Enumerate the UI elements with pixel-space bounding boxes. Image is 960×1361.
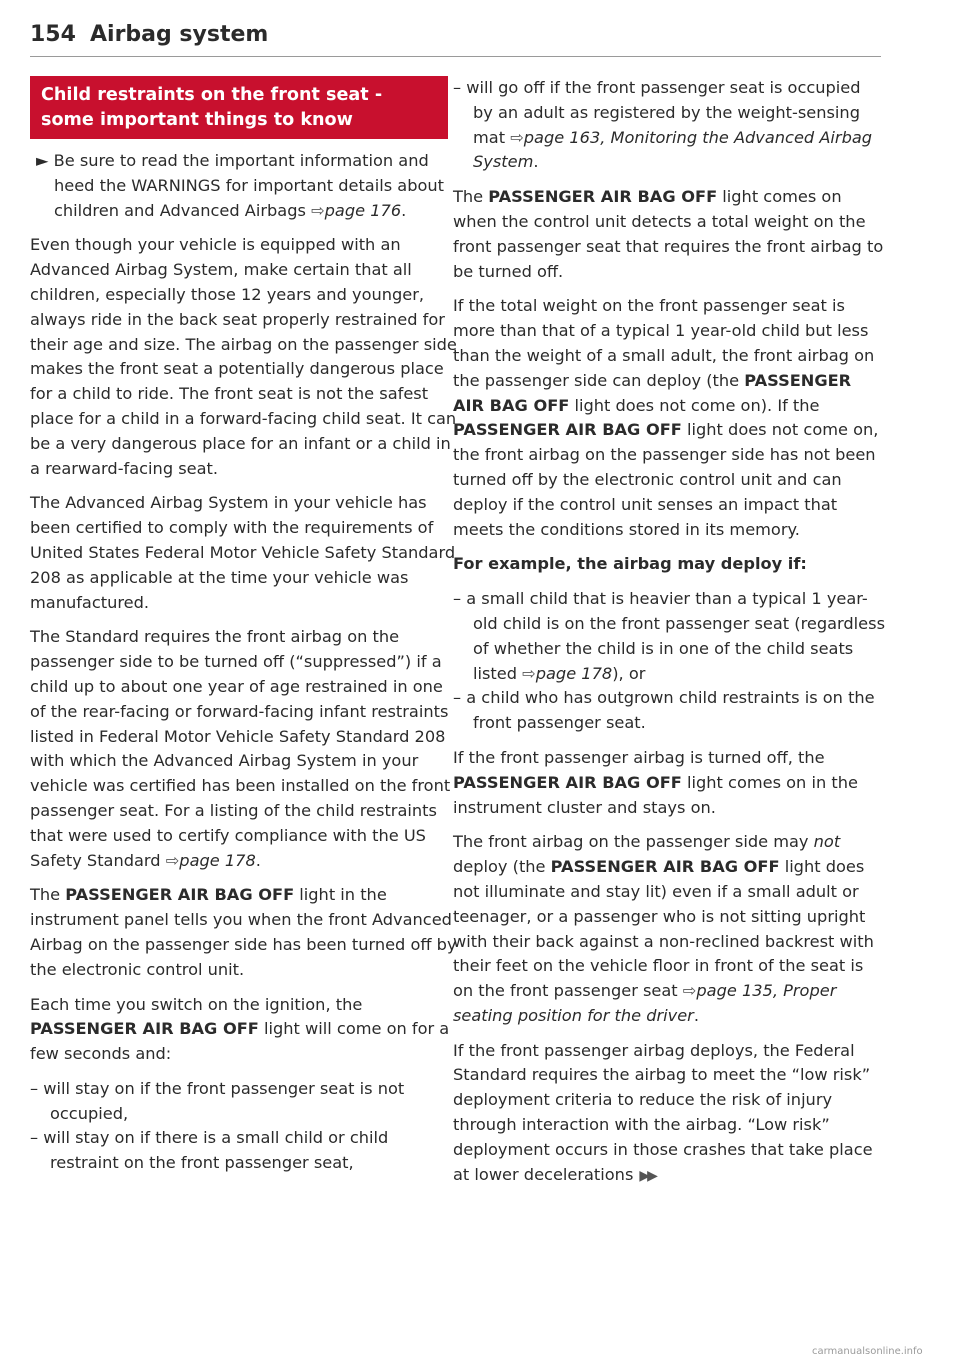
right-column [453, 76, 885, 1198]
paragraph: The PASSENGER AIR BAG OFF light comes on when the control unit detects a total weight on the front passenger seat that requires the front airbag to be turned off. [453, 187, 884, 281]
page-ref-arrow-icon: ⇨ [165, 850, 180, 870]
page-ref-link[interactable]: page 176 [324, 200, 402, 220]
page-ref-link[interactable]: page 178 [535, 663, 613, 683]
left-column [30, 76, 460, 1176]
indicator-label: PASSENGER AIR BAG OFF [453, 772, 682, 792]
indicator-label: PASSENGER AIR BAG OFF [65, 885, 295, 905]
indicator-label: PASSENGER AIR BAG OFF [550, 857, 780, 877]
paragraph: The Standard requires the front airbag on the passenger side to be turned off (“suppressed”) if a child up to about one year of age restrained in one of the rear-facing or forward-facing infant restraints listed in Federal Motor Vehicle Safety Standard 208 with which the Advanced Airbag System in your vehicle was certified has been installed on the front passenger seat. For a listing of the child restraints that were used to certify compliance with the US Safety Standard ⇨page 178. [30, 627, 451, 870]
paragraph: If the total weight on the front passenger seat is more than that of a typical 1 year-old child but less than the weight of a small adult, the front airbag on the passenger side can deploy (the PASSENGER AIR BAG OFF light does not come on). If the PASSENGER AIR BAG OFF light does not come on, the front airbag on the passenger side has not been turned off by the electronic control unit and can deploy if the control unit senses an impact that meets the conditions stored in its memory. [453, 296, 879, 539]
topic-banner: Child restraints on the front seat - some important things to know [30, 76, 448, 139]
paragraph: The front airbag on the passenger side may not deploy (the PASSENGER AIR BAG OFF light does not illuminate and stay lit) even if a small adult or teenager, or a passenger who is not sitting upright with their back against a non-reclined backrest with their feet on the vehicle floor in front of the seat is on the front passenger seat ⇨page 135, Proper seating position for the driver. [453, 832, 874, 1025]
page-ref-link[interactable]: page 163, Monitoring the Advanced Airbag System [473, 127, 873, 172]
indicator-label: PASSENGER AIR BAG OFF [453, 370, 852, 415]
indicator-label: PASSENGER AIR BAG OFF [453, 420, 682, 440]
page-ref-arrow-icon: ⇨ [311, 200, 325, 220]
list-item: – a child who has outgrown child restraints is on the front passenger seat. [453, 688, 875, 733]
continue-arrow-icon: ▶▶ [639, 1167, 655, 1184]
paragraph: The PASSENGER AIR BAG OFF light in the instrument panel tells you when the front Advanced Airbag on the passenger side has been turned off by the electronic control unit. [30, 885, 457, 979]
page-ref-arrow-icon: ⇨ [522, 663, 536, 683]
list-item: – a small child that is heavier than a typical 1 year-old child is on the front passenger seat (regardless of whether the child is in one of the child seats listed ⇨page 178), or [453, 589, 886, 683]
paragraph: Each time you switch on the ignition, the PASSENGER AIR BAG OFF light will come on for a few seconds and: [30, 994, 450, 1064]
section-title: Airbag system [90, 22, 269, 47]
emphasis: not [813, 832, 841, 852]
page-ref-arrow-icon: ⇨ [682, 981, 697, 1001]
page-ref-arrow-icon: ⇨ [510, 127, 524, 147]
indicator-label: PASSENGER AIR BAG OFF [488, 187, 718, 207]
indicator-label: PASSENGER AIR BAG OFF [30, 1019, 259, 1039]
page-number: 154 [30, 22, 76, 47]
page-header [30, 22, 881, 57]
list-item: – will stay on if there is a small child or child restraint on the front passenger seat, [30, 1128, 389, 1173]
paragraph: If the front passenger airbag deploys, the Federal Standard requires the airbag to meet the “low risk” deployment criteria to reduce the risk of injury through interaction with the airbag. “Low risk” deployment occurs in those crashes that take place at lower decelerations ▶▶ [453, 1039, 885, 1189]
bullet-marker-icon: ► [36, 151, 49, 170]
paragraph: Even though your vehicle is equipped with an Advanced Airbag System, make certain that all children, especially those 12 years and younger, always ride in the back seat properly restrained for their age and size. The airbag on the passenger side makes the front seat a potentially dangerous place for a child to ride. The front seat is not the safest place for a child in a forward-facing child seat. It can be a very dangerous place for an infant or a child in a rearward-facing seat. [30, 235, 457, 478]
page-ref-link[interactable]: page 135, Proper seating position for the driver [453, 981, 837, 1025]
paragraph: The Advanced Airbag System in your vehicle has been certified to comply with the requirements of United States Federal Motor Vehicle Safety Standard 208 as applicable at the time your vehicle was manufactured. [30, 493, 456, 612]
paragraph: If the front passenger airbag is turned off, the PASSENGER AIR BAG OFF light comes on in the instrument cluster and stays on. [453, 747, 858, 817]
watermark: carmanualsonline.info [812, 1346, 923, 1357]
list-item: – will go off if the front passenger seat is occupied by an adult as registered by the weight-sensing mat ⇨page 163, Monitoring the Advanced Airbag System. [453, 78, 873, 172]
page-ref-link[interactable]: page 178 [179, 850, 256, 870]
example-heading: For example, the airbag may deploy if: [453, 554, 807, 574]
list-item: – will stay on if the front passenger seat is not occupied, [30, 1078, 405, 1123]
instruction-bullet: ► Be sure to read the important information and heed the WARNINGS for important details about children and Advanced Airbags ⇨page 176. [36, 151, 445, 220]
